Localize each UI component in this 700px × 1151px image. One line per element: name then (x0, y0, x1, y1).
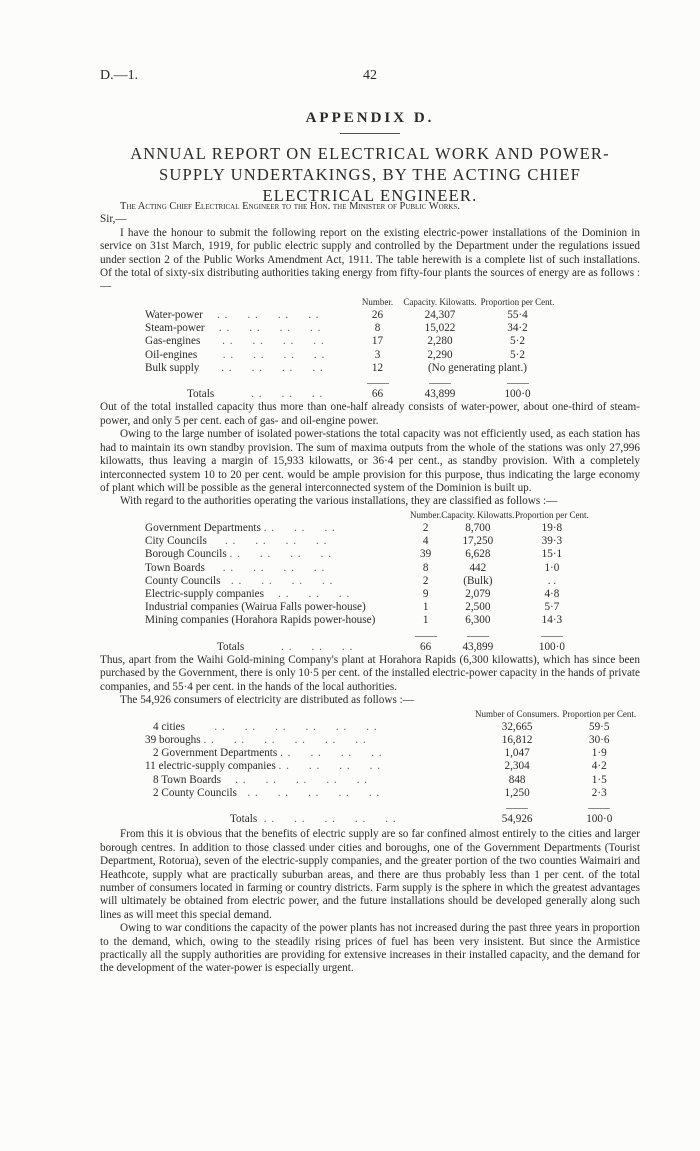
report-title: ANNUAL REPORT ON ELECTRICAL WORK AND POWER-SUPPLY UNDERTAKINGS, BY THE ACTING CHIEF ELECTRICAL ENGINEER. (130, 144, 610, 205)
col-header: Number. (361, 296, 394, 307)
table-row: Water-power . . . . . . . . 26 24,307 55·4 (145, 309, 555, 322)
cell-number: 8 (422, 561, 429, 574)
row-label: Water-power (145, 309, 203, 322)
row-label: 8 Town Boards (153, 773, 221, 786)
col-header: Capacity. Kilowatts. (403, 296, 477, 307)
paragraph-1: I have the honour to submit the following report on the existing electric-power installations of the Dominion in service on 31st March, 1919, for public electric supply and controlled by the Department under the regulations issued under section 2 of the Public Works Amendment Act, 1911. The table herewith is a complete list of such installations. Of the total of sixty-six distributing authorities taking energy from fifty-four plants the sources of energy are as follows :— (100, 226, 640, 293)
consumers-table (145, 708, 639, 827)
row-label: 2 Government Departments (153, 747, 278, 760)
table-row: 2 Government Departments . . . . . . . . 1,047 1·9 (145, 747, 639, 760)
cell-proportion: 39·3 (541, 535, 563, 548)
paragraph-4: With regard to the authorities operating the various installations, they are classified as follows :— (120, 495, 558, 508)
cell-number: 12 (371, 361, 384, 374)
col-header: Proportion per Cent. (562, 708, 637, 719)
cell-capacity: 6,300 (465, 614, 491, 627)
table-row (145, 614, 589, 627)
row-label: Gas-engines (145, 335, 201, 348)
table-row: 39 boroughs . . . . . . . . . . . . 16,812 30·6 (145, 734, 639, 747)
cell-capacity: 6,628 (465, 548, 491, 561)
sir-line: Sir,— (100, 213, 127, 226)
table-row: 8 Town Boards . . . . . . . . . . 848 1·5 (145, 774, 639, 787)
cell-number: 1 (422, 614, 429, 627)
cell-number: 2 (422, 574, 429, 587)
total-label: Totals (230, 813, 258, 826)
paragraph-6: The 54,926 consumers of electricity are distributed as follows :— (120, 694, 414, 707)
paragraph-5: Thus, apart from the Waihi Gold-mining Company's plant at Horahora Rapids (6,300 kilowatts), which has since been purchased by the Government, there is only 10·5 per cent. of the installed electric-power capacity in the hands of private companies, and 55·4 per cent. in the hands of the local authorities. (100, 653, 640, 693)
cell-capacity: 2,290 (427, 348, 453, 361)
cell-proportion: 55·4 (507, 309, 528, 322)
col-header: Proportion per Cent. (515, 509, 589, 520)
row-label: Borough Councils (145, 548, 227, 561)
cell-proportion: 30·6 (588, 733, 610, 746)
cell-proportion: 19·8 (541, 521, 563, 534)
row-label: Steam-power (145, 322, 205, 335)
cell-number: 1 (422, 601, 429, 614)
table-row: Bulk supply . . . . . . . . 12 (No generating plant.) (145, 362, 555, 375)
cell-number: 4 (422, 535, 429, 548)
cell-capacity: 2,079 (465, 587, 491, 600)
cell-capacity: 24,307 (424, 309, 456, 322)
col-header: Capacity. Kilowatts. (441, 509, 515, 520)
cell-consumers: 848 (508, 773, 526, 786)
cell-proportion: 1·0 (544, 561, 560, 574)
cell-proportion: 59·5 (588, 720, 610, 733)
row-label: 11 electric-supply companies (145, 760, 276, 773)
row-label: Electric-supply companies (145, 587, 264, 600)
row-label: County Councils (145, 574, 221, 587)
table-row: 4 cities . . . . . . . . . . . . 32,665 59·5 (145, 721, 639, 734)
row-label: Town Boards (145, 561, 205, 574)
cell-number: 9 (422, 587, 429, 600)
cell-proportion: 1·5 (591, 773, 607, 786)
cell-number: 3 (374, 348, 381, 361)
cell-proportion: 14·3 (541, 614, 563, 627)
cell-consumers: 54,926 (501, 813, 533, 826)
table-row: Gas-engines . . . . . . . . 17 2,280 5·2 (145, 335, 555, 348)
row-label: Mining companies (Horahora Rapids power-house) (145, 614, 376, 627)
row-label: Government Departments (145, 521, 261, 534)
paragraph-2: Out of the total installed capacity thus more than one-half already consists of water-power, about one-third of steam-power, and only 5 per cent. each of gas- and oil-engine power. (100, 401, 640, 427)
row-label: 4 cities (153, 720, 186, 733)
cell-number: 2 (422, 521, 429, 534)
cell-proportion: 4·8 (544, 587, 560, 600)
cell-capacity: (Bulk) (463, 574, 493, 587)
row-label: Industrial companies (Wairua Falls power-house) (145, 601, 366, 614)
cell-consumers: 1,047 (504, 747, 530, 760)
cell-proportion: 5·2 (510, 335, 525, 348)
cell-capacity: 2,280 (427, 335, 453, 348)
cell-proportion: . . (547, 574, 557, 587)
row-label: 39 boroughs (145, 733, 201, 746)
cell-proportion: 100·0 (504, 388, 531, 401)
cell-number: 26 (371, 309, 384, 322)
table-row: Government Departments . . . . . . 2 8,700 19·8 (145, 522, 589, 535)
cell-number: 66 (371, 388, 384, 401)
cell-proportion: 34·2 (507, 322, 528, 335)
appendix-heading: APPENDIX D. (305, 110, 435, 126)
col-header: Number of Consumers. (475, 708, 560, 719)
cell-capacity: 2,500 (465, 601, 491, 614)
cell-proportion: 1·9 (591, 747, 607, 760)
page-number: 42 (363, 68, 377, 83)
table-row: City Councils . . . . . . . . 4 17,250 39·3 (145, 535, 589, 548)
table-row: Town Boards . . . . . . . . 8 442 1·0 (145, 562, 589, 575)
cell-proportion: 100·0 (538, 640, 565, 653)
row-label: Bulk supply (145, 361, 200, 374)
report-body (100, 200, 640, 976)
row-label: Oil-engines (145, 348, 198, 361)
cell-capacity: 43,899 (424, 388, 456, 401)
table-row: County Councils . . . . . . . . 2 (Bulk) . . (145, 575, 589, 588)
cell-capacity: 8,700 (465, 521, 491, 534)
paragraph-7: From this it is obvious that the benefits of electric supply are so far confined almost entirely to the cities and larger borough centres. In addition to those classed under cities and boroughs, one of the Government Departments (Tourist Department, Rotorua), seven of the electric-supply companies, and the greater portion of the two counties Waimairi and Heathcote, supply what are practically suburban areas, and there are thus probably less than 1 per cent. of the total number of consumers located in farming or country districts. Farm supply is the sphere in which the greatest advantages will ultimately be obtained from electric power, and the future installations should be developed generally along such lines as will meet this special demand. (100, 828, 640, 921)
cell-proportion: 5·7 (544, 601, 560, 614)
cell-consumers: 1,250 (504, 786, 530, 799)
cell-capacity: (No generating plant.) (427, 361, 528, 374)
cell-capacity: 15,022 (424, 322, 456, 335)
cell-consumers: 16,812 (501, 733, 533, 746)
cell-number: 66 (420, 640, 432, 653)
table-row: Electric-supply companies . . . . . . 9 2,079 4·8 (145, 588, 589, 601)
cell-number: 39 (420, 548, 432, 561)
table-total-row: Totals . . . . . . 66 43,899 100·0 (145, 641, 589, 654)
cell-number: 8 (374, 322, 381, 335)
cell-consumers: 32,665 (501, 720, 533, 733)
cell-proportion: 2·3 (591, 786, 607, 799)
cell-number: 17 (371, 335, 384, 348)
cell-proportion: 4·2 (591, 760, 607, 773)
paragraph-8: Owing to war conditions the capacity of the power plants has not increased during the past three years in proportion to the demand, which, owing to the steadily rising prices of fuel has been very insistent. But since the Armistice practically all the supply authorities are providing for extensive increases in their installed capacity, and the demand for the development of the water-power is especially urgent. (100, 922, 640, 975)
cell-capacity: 442 (469, 561, 487, 574)
cell-capacity: 43,899 (462, 640, 494, 653)
table-row: Oil-engines . . . . . . . . 3 2,290 5·2 (145, 349, 555, 362)
total-label: Totals (217, 640, 245, 653)
row-label: City Councils (145, 535, 207, 548)
paragraph-3: Owing to the large number of isolated power-stations the total capacity was not efficiently used, as each station has had to maintain its own standby provision. The sum of maxima outputs from the whole of the stations was only 27,996 kilowatts, thus leaving a margin of 15,933 kilowatts, or 36·4 per cent., as standby provision. With a completely interconnected system 10 to 20 per cent. would be ample provision for this purpose, thus indicating the large economy of plant which will be possible as the general interconnected system of the Dominion is built up. (100, 428, 640, 494)
divider (340, 133, 400, 134)
cell-proportion: 100·0 (586, 813, 613, 826)
salutation: The Acting Chief Electrical Engineer to the Hon. the Minister of Public Works. (120, 201, 460, 212)
table-row: Borough Councils . . . . . . . . 39 6,628 15·1 (145, 548, 589, 561)
cell-consumers: 2,304 (504, 760, 530, 773)
cell-capacity: 17,250 (462, 535, 494, 548)
page-reference: D.—1. (100, 68, 139, 83)
cell-proportion: 15·1 (541, 548, 563, 561)
table-row: 2 County Councils . . . . . . . . . . 1,250 2·3 (145, 787, 639, 800)
col-header: Proportion per Cent. (480, 296, 555, 307)
col-header: Number. (410, 509, 442, 520)
energy-sources-table (145, 296, 555, 402)
table-row: 11 electric-supply companies . . . . . . . . 2,304 4·2 (145, 760, 639, 773)
table-total-row: Totals . . . . . . . . . . 54,926 100·0 (145, 813, 639, 826)
total-label: Totals (187, 388, 215, 401)
authorities-table (145, 509, 589, 654)
table-total-row: Totals . . . . . . 66 43,899 100·0 (145, 388, 555, 401)
table-row: Steam-power . . . . . . . . 8 15,022 34·2 (145, 322, 555, 335)
table-row (145, 601, 589, 614)
cell-proportion: 5·2 (510, 348, 525, 361)
row-label: 2 County Councils (153, 786, 237, 799)
